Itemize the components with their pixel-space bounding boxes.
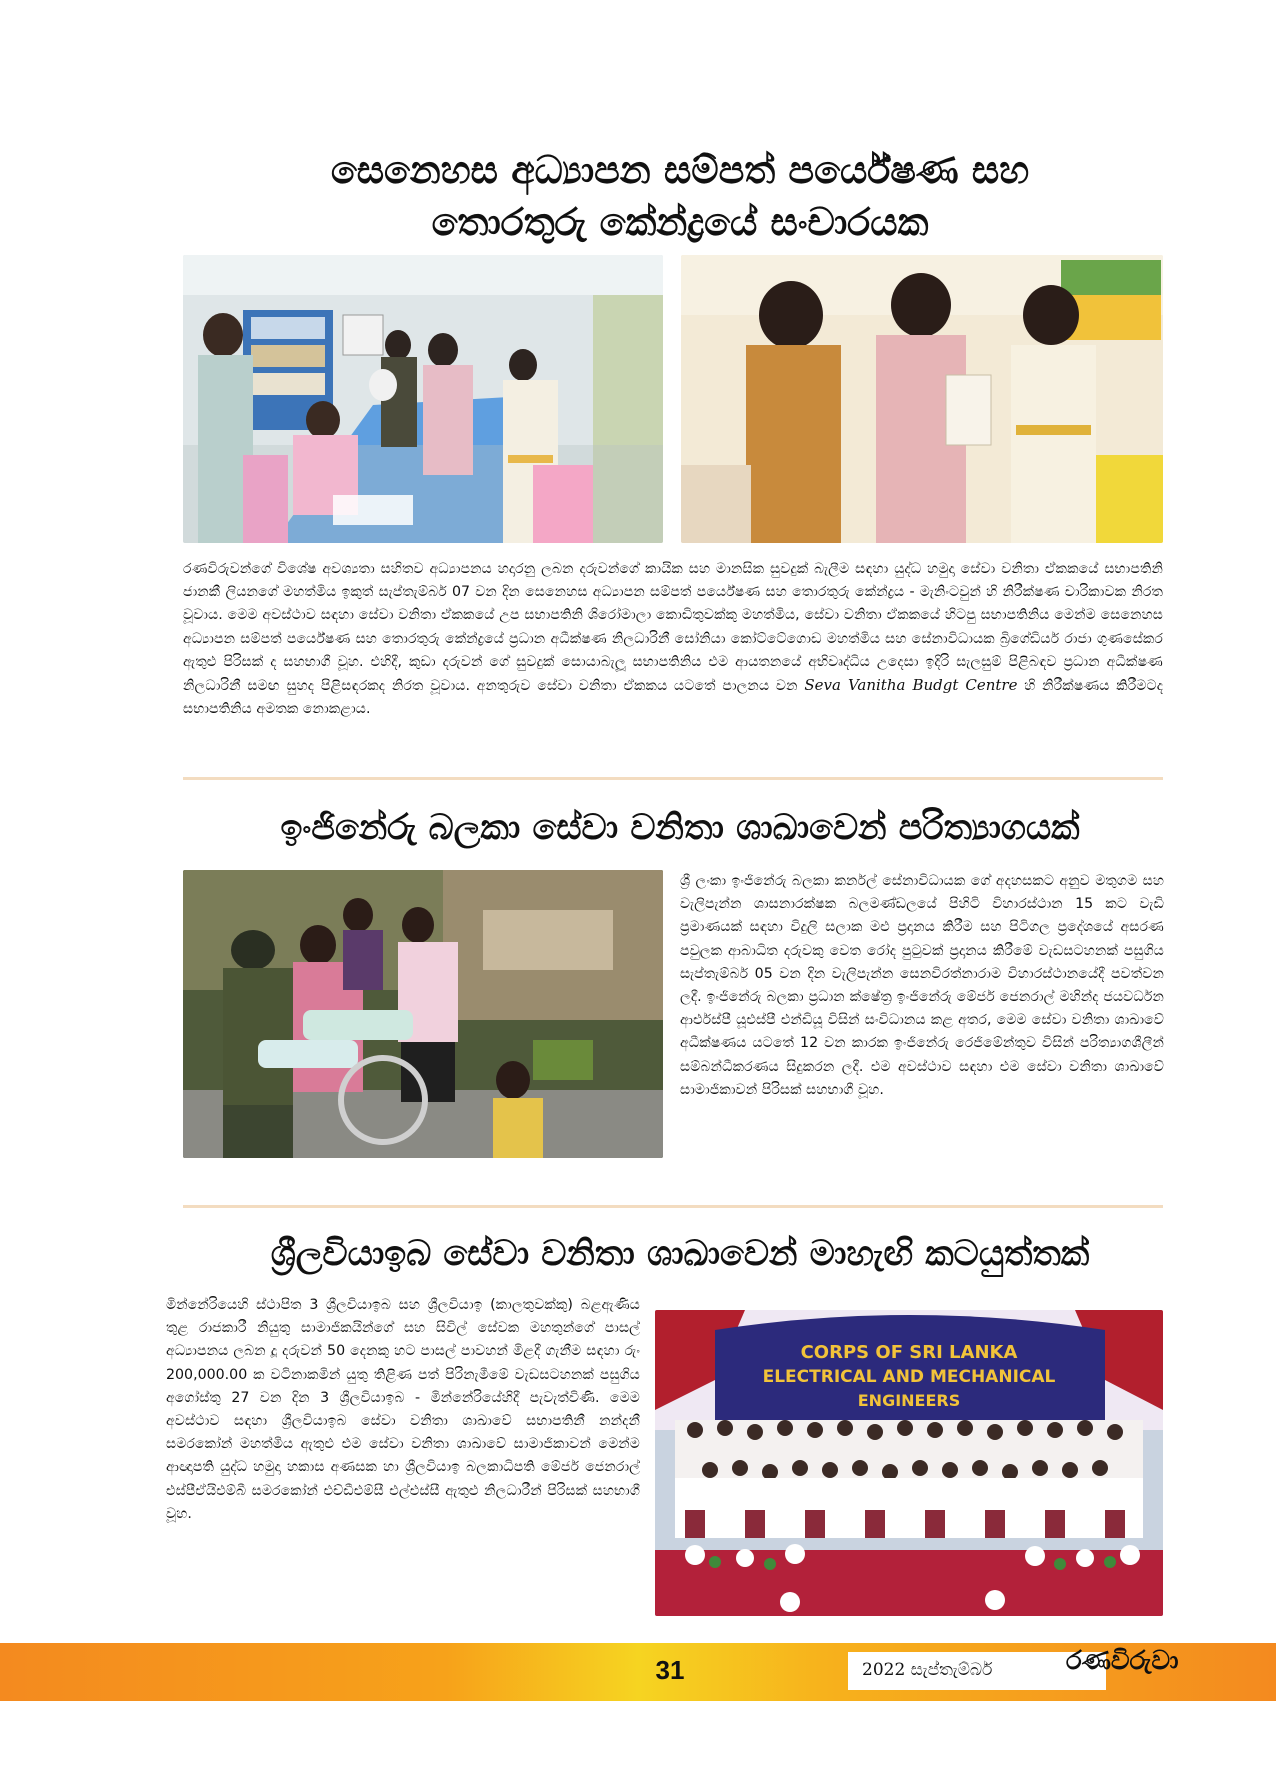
magazine-brand: රණවිරුවා — [1066, 1646, 1179, 1676]
article1-body-tail: හි නිරීක්ෂණය කිරීමටද සභාපතිනිය අමතක නොකළාය. — [183, 678, 1163, 718]
article1-title-line1: සෙනෙහස අධ්‍යාපන සම්පත් පර්යේෂණ සහ — [330, 148, 1030, 192]
article2-title: ඉංජිනේරු බලකා සේවා වනිතා ශාඛාවෙන් පරිත්‍යාගයක් — [280, 808, 1080, 848]
article3-photo-group — [655, 1310, 1163, 1616]
article3-body: මින්නේරියෙහි ස්ථාපිත 3 ශ්‍රීලවියාඉබ සහ ශ්‍රීලවියාඉ (කාලතුවක්කු) බළඇණිය තුළ රාජකාරී නියුතු සාමාජිකයින්ගේ සහ සිවිල් සේවක මහතුන්ගේ පාසල් අධ්‍යාපනය ලබන දූ දරුවන් 50 දෙනකු හට පාසල් පාවහන් මිළදී ගැනීම සඳහා රුං 200,000.00 ක වටිනාකමින් යුතු තිළිණ පත් පිරිනැමීමේ වැඩසටහනක් පසුගිය අගෝස්තු 27 වන දින 3 ශ්‍රීලවියාඉබ - මින්නේරියේහිදී පැවැත්විණි. මෙම අවස්ථාව සඳහා ශ්‍රීලවියාඉබ සේවා වනිතා ශාඛාවේ සභාපතිනී නන්දනී සමරකෝන් මහත්මිය ඇතුළු එම සේවා වනිතා ශාඛාවේ සාමාජිකාවන් මෙන්ම ආඥාපති යුද්ධ හමුදා හකාස අණසක හා ශ්‍රීලවියාඉ බලකාධිපති මේජර් ජෙනරාල් එස්පීඒයිඑම්බී සමරකෝන් එච්ඩීඑම්සී එල්එස්සී ඇතුළු නිලධාරීන් පිරිසක් සහභාගී වූහ. — [166, 1297, 640, 1522]
article1-body-english: Seva Vanitha Budgt Centre — [804, 676, 1018, 695]
article1-title-line2: තොරතුරු කේන්ද්‍රයේ සංචාරයක — [431, 200, 929, 244]
banner-line1: CORPS OF SRI LANKA — [800, 1342, 1018, 1363]
article3-title: ශ්‍රීලවියාඉබ සේවා වනිතා ශාඛාවෙන් මාහැඟි කටයුත්තක් — [270, 1234, 1090, 1274]
article1-body-main: රණවිරුවන්ගේ විශේෂ අවශ්‍යතා සහිතව අධ්‍යාපනය හදාරනු ලබන දරුවන්ගේ කායික සහ මානසික සුවදුක් බැලීම සඳහා යුද්ධ හමුදා සේවා වනිතා ඒකකයේ සභාපතිනි ජානකී ලියනගේ මහත්මිය ඉකුත් සැප්තැම්බර් 07 වන දින සෙනෙහස අධ්‍යාපන සම්පත් පර්යේෂණ සහ තොරතුරු කේන්ද්‍රය - මැනිංටවුන් හි නිරීක්ෂණ චාරිකාවක නිරත වූවාය. මෙම අවස්ථාව සඳහා සේවා වනිතා ඒකකයේ උප සභාපතිනි ශිරෝමාලා කොඩිතුවක්කු මහත්මිය, සේවා වනිතා ඒකකයේ හිටපු සභාපතිනිය මෙන්ම සෙනෙහස අධ්‍යාපන සම්පත් පර්යේෂණ සහ තොරතුරු කේන්ද්‍රයේ ප්‍රධාන අධීක්ෂණ නිලධාරිනී සෝනියා කෝට්ටේගොඩ මහත්මිය සහ සේනාවිධායක බ්‍රිගේඩියර් රාජා ගුණසේකර ඇතුළු පිරිසක් ද සහභාගී වූහ. එහිදී, කුඩා දරුවන් ගේ සුවදුක් සොයාබැලූ සභාපතිනිය එම ආයතනයේ අභිවෘද්ධිය උදෙසා ඉදිරි සැලසුම් පිළිබඳව ප්‍රධාන අධීක්ෂණ නිලධාරිනී සමඟ සුහද පිළිසඳරකද නිරත වූවාය. අනතුරුව සේවා වනිතා ඒකකය යටතේ පාලනය වන — [183, 561, 1163, 695]
separator-2 — [183, 1205, 1163, 1208]
article2-body: ශ්‍රී ලංකා ඉංජිනේරු බලකා කර්නල් සේනාවිධායක ගේ අදහසකට අනුව මතුගම සහ වැලිපැන්න ශාසනාරක්ෂක බලමණ්ඩලයේ පිහිටි විහාරස්ථාන 15 කට වැඩි ප්‍රමාණයක් සඳහා විදුලි සලාක මළු ප්‍රදානය කිරීම සහ පිටිගල ප්‍රදේශයේ අසරණ පවුලක ආබාධිත දරුවකු වෙත රෝද පුටුවක් ප්‍රදානය කිරීමේ වැඩසටහනක් පසුගිය සැප්තැම්බර් 05 වන දින වැලිපැන්න සෙනවිරත්නාරාම විහාරස්ථානයේදී පවත්වන ලදී. ඉංජිනේරු බලකා ප්‍රධාන ක්ෂේත්‍ර ඉංජිනේරු මේජර් ජෙනරාල් මහින්ද ජයවර්ධන ආර්එස්පී යූඑස්පී එන්ඩියූ විසින් සංවිධානය කළ අතර, මෙම සේවා වනිතා ශාඛාවේ අධීක්ෂණය යටතේ 12 වන කාරක ඉංජිනේරු රෙජිමේන්තුව විසින් පරිත්‍යාගශීලීන් සම්බන්ධීකරණය සිදුකරන ලදී. එම අවස්ථාව සඳහා එම සේවා වනිතා ශාඛාවේ සාමාජිකාවන් පිරිසක් සහභාගී වූහ. — [680, 873, 1164, 1098]
banner-line3: ENGINEERS — [857, 1391, 961, 1410]
issue-date: 2022 සැප්තැම්බර් — [862, 1660, 993, 1680]
separator-1 — [183, 777, 1163, 780]
article1-body — [183, 558, 1163, 721]
article1-photo-classroom — [183, 255, 663, 543]
article2-photo-donation — [183, 870, 663, 1158]
page-number: 31 — [655, 1655, 685, 1685]
banner-line2: ELECTRICAL AND MECHANICAL — [762, 1367, 1056, 1387]
article1-photo-presentation — [681, 255, 1163, 543]
